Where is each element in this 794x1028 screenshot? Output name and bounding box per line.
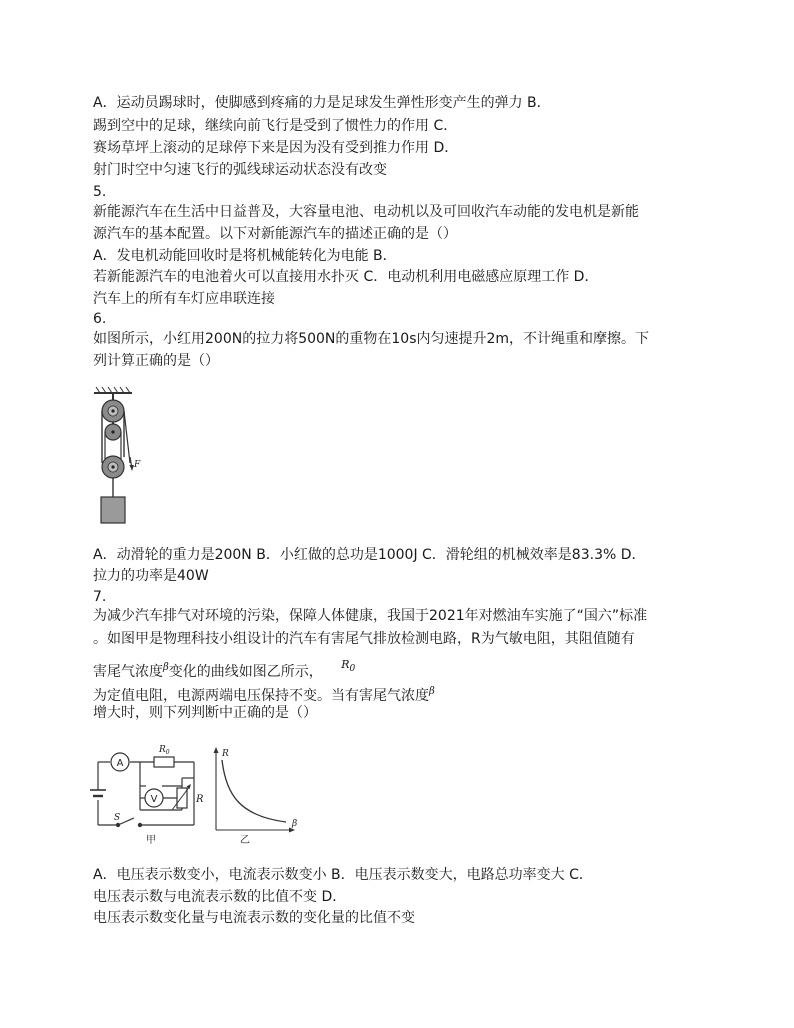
q7-stem-line3-a: 害尾气浓度 — [93, 664, 163, 680]
ceiling-mount — [94, 387, 132, 400]
ammeter — [111, 753, 129, 771]
q7-stem-line4-text: 为定值电阻，电源两端电压保持不变。当有害尾气浓度 — [93, 688, 429, 704]
q6-stem-line1: 如图所示，小红用200N的拉力将500N的重物在10s内匀速提升2m，不计绳重和摩擦。下 — [93, 331, 650, 347]
q6-option-d: 拉力的功率是40W — [93, 568, 209, 584]
q7-stem-line1: 为减少汽车排气对环境的污染，保障人体健康，我国于2021年对燃油车实施了“国六”标准 — [93, 608, 648, 624]
figure-yi-caption: 乙 — [240, 835, 250, 846]
q6-option-a-b-c-d: A．动滑轮的重力是200N B．小红做的总功是1000J C．滑轮组的机械效率是83.3% D． — [93, 547, 646, 563]
q6-stem-line2: 列计算正确的是（） — [93, 353, 219, 369]
q5-option-a: A．发电机动能回收时是将机械能转化为电能 B． — [93, 248, 397, 264]
q5-number: 5. — [93, 184, 107, 200]
q4-option-a-b: A．运动员踢球时，使脚感到疼痛的力是足球发生弹性形变产生的弹力 B． — [93, 95, 551, 111]
q4-option-d: 射门时空中匀速飞行的弧线球运动状态没有改变 — [93, 162, 387, 178]
q4-option-b-c: 踢到空中的足球，继续向前飞行是受到了惯性力的作用 C． — [93, 118, 458, 134]
q7-option-a-b-c: A．电压表示数变小，电流表示数变小 B．电压表示数变大，电路总功率变大 C． — [93, 867, 593, 883]
movable-pulley — [102, 456, 124, 497]
weight-block — [101, 497, 125, 523]
q5-stem-line2: 源汽车的基本配置。以下对新能源汽车的描述正确的是（） — [93, 226, 457, 242]
q7-stem-line4 — [93, 683, 435, 705]
graph-x-axis-label: β — [292, 819, 298, 829]
voltmeter-label: V — [150, 794, 158, 805]
pulley-system-figure — [88, 385, 148, 527]
q7-option-d: 电压表示数变化量与电流表示数的变化量的比值不变 — [93, 910, 415, 926]
q5-stem-line1: 新能源汽车在生活中日益普及，大容量电池、电动机以及可回收汽车动能的发电机是新能 — [93, 204, 639, 220]
beta-symbol: β — [163, 662, 169, 673]
fixed-pulley-small — [105, 422, 121, 440]
fixed-pulley — [102, 400, 124, 422]
r0-symbol: R0 — [341, 658, 356, 674]
q7-number: 7. — [93, 589, 107, 605]
r-label: R — [196, 794, 204, 805]
q5-option-b-c: 若新能源汽车的电池着火可以直接用水扑灭 C．电动机利用电磁感应原理工作 D． — [93, 269, 599, 285]
graph-y-axis-label: R — [222, 749, 229, 759]
q5-option-d: 汽车上的所有车灯应串联连接 — [93, 291, 275, 307]
switch-label: S — [114, 813, 121, 823]
r-vs-beta-graph — [214, 747, 298, 846]
q7-option-c-d: 电压表示数与电流表示数的比值不变 D． — [93, 889, 347, 905]
q7-stem-line3-b: 变化的曲线如图乙所示， — [168, 664, 323, 680]
ammeter-label: A — [116, 758, 124, 769]
beta-symbol: β — [429, 686, 435, 697]
q7-stem-line2: 。如图甲是物理科技小组设计的汽车有害尾气排放检测电路，R为气敏电阻，其阻值随有 — [93, 631, 635, 647]
q4-option-c-d: 赛场草坪上滚动的足球停下来是因为没有受到推力作用 D． — [93, 140, 459, 156]
fixed-resistor-r0 — [154, 745, 174, 767]
gas-sensitive-resistor — [172, 784, 204, 810]
q6-number: 6. — [93, 311, 107, 327]
force-f-label: F — [134, 460, 141, 470]
figure-jia-caption: 甲 — [146, 835, 156, 846]
circuit-and-graph-figure — [90, 740, 310, 852]
q7-stem-line5: 增大时，则下列判断中正确的是（） — [93, 705, 317, 721]
q7-stem-line3 — [93, 656, 355, 681]
r0-label: $R_0$ — [159, 745, 170, 756]
r-beta-curve — [222, 760, 286, 822]
